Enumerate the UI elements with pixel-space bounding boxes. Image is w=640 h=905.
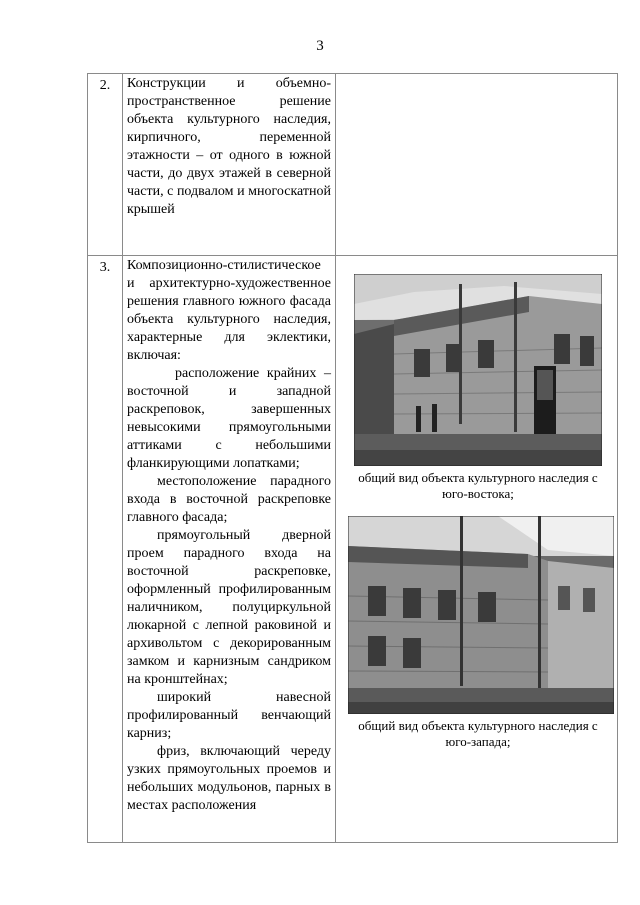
row-description <box>123 256 336 843</box>
paragraph: фриз, включающий череду узких прямоугольных проемов и небольших модульонов, парных в местах расположения <box>127 744 331 813</box>
building-photo-southwest <box>348 516 614 714</box>
photo-caption: общий вид объекта культурного наследия с юго-востока; <box>358 470 598 501</box>
image-cell <box>336 256 618 843</box>
table-row <box>88 74 618 256</box>
paragraph: Конструкции и объемно-пространственное решение объекта культурного наследия, кирпичного, переменной этажности – от одного в южной части, до двух этажей в северной части, с подвалом и многоскатной крышей <box>127 76 331 217</box>
paragraph: широкий навесной профилированный венчающий карниз; <box>127 690 331 741</box>
empty-image-cell <box>336 74 618 256</box>
row-number: 2. <box>88 74 123 256</box>
paragraph: Композиционно-стилистическое и архитектурно-художественное решения главного южного фасада объекта культурного наследия, характерные для эклектики, включая: <box>127 258 331 363</box>
row-description <box>123 74 336 256</box>
photo-caption: общий вид объекта культурного наследия с юго-запада; <box>358 718 598 749</box>
paragraph: местоположение парадного входа в восточной раскреповке главного фасада; <box>127 474 331 525</box>
document-table <box>87 73 618 843</box>
paragraph: прямоугольный дверной проем парадного входа на восточной раскреповке, оформленный профилированным наличником, полуциркульной люкарной с лепной раковиной и архивольтом с декорированным замком и карнизным сандриком на кронштейнах; <box>127 528 331 687</box>
page-number: 3 <box>316 38 324 54</box>
table-row <box>88 256 618 843</box>
building-photo-southeast <box>354 274 602 466</box>
paragraph: расположение крайних – восточной и западной раскреповок, завершенных невысокими прямоугольными аттиками с небольшими фланкирующими лопатками; <box>127 366 331 471</box>
row-number: 3. <box>88 256 123 843</box>
